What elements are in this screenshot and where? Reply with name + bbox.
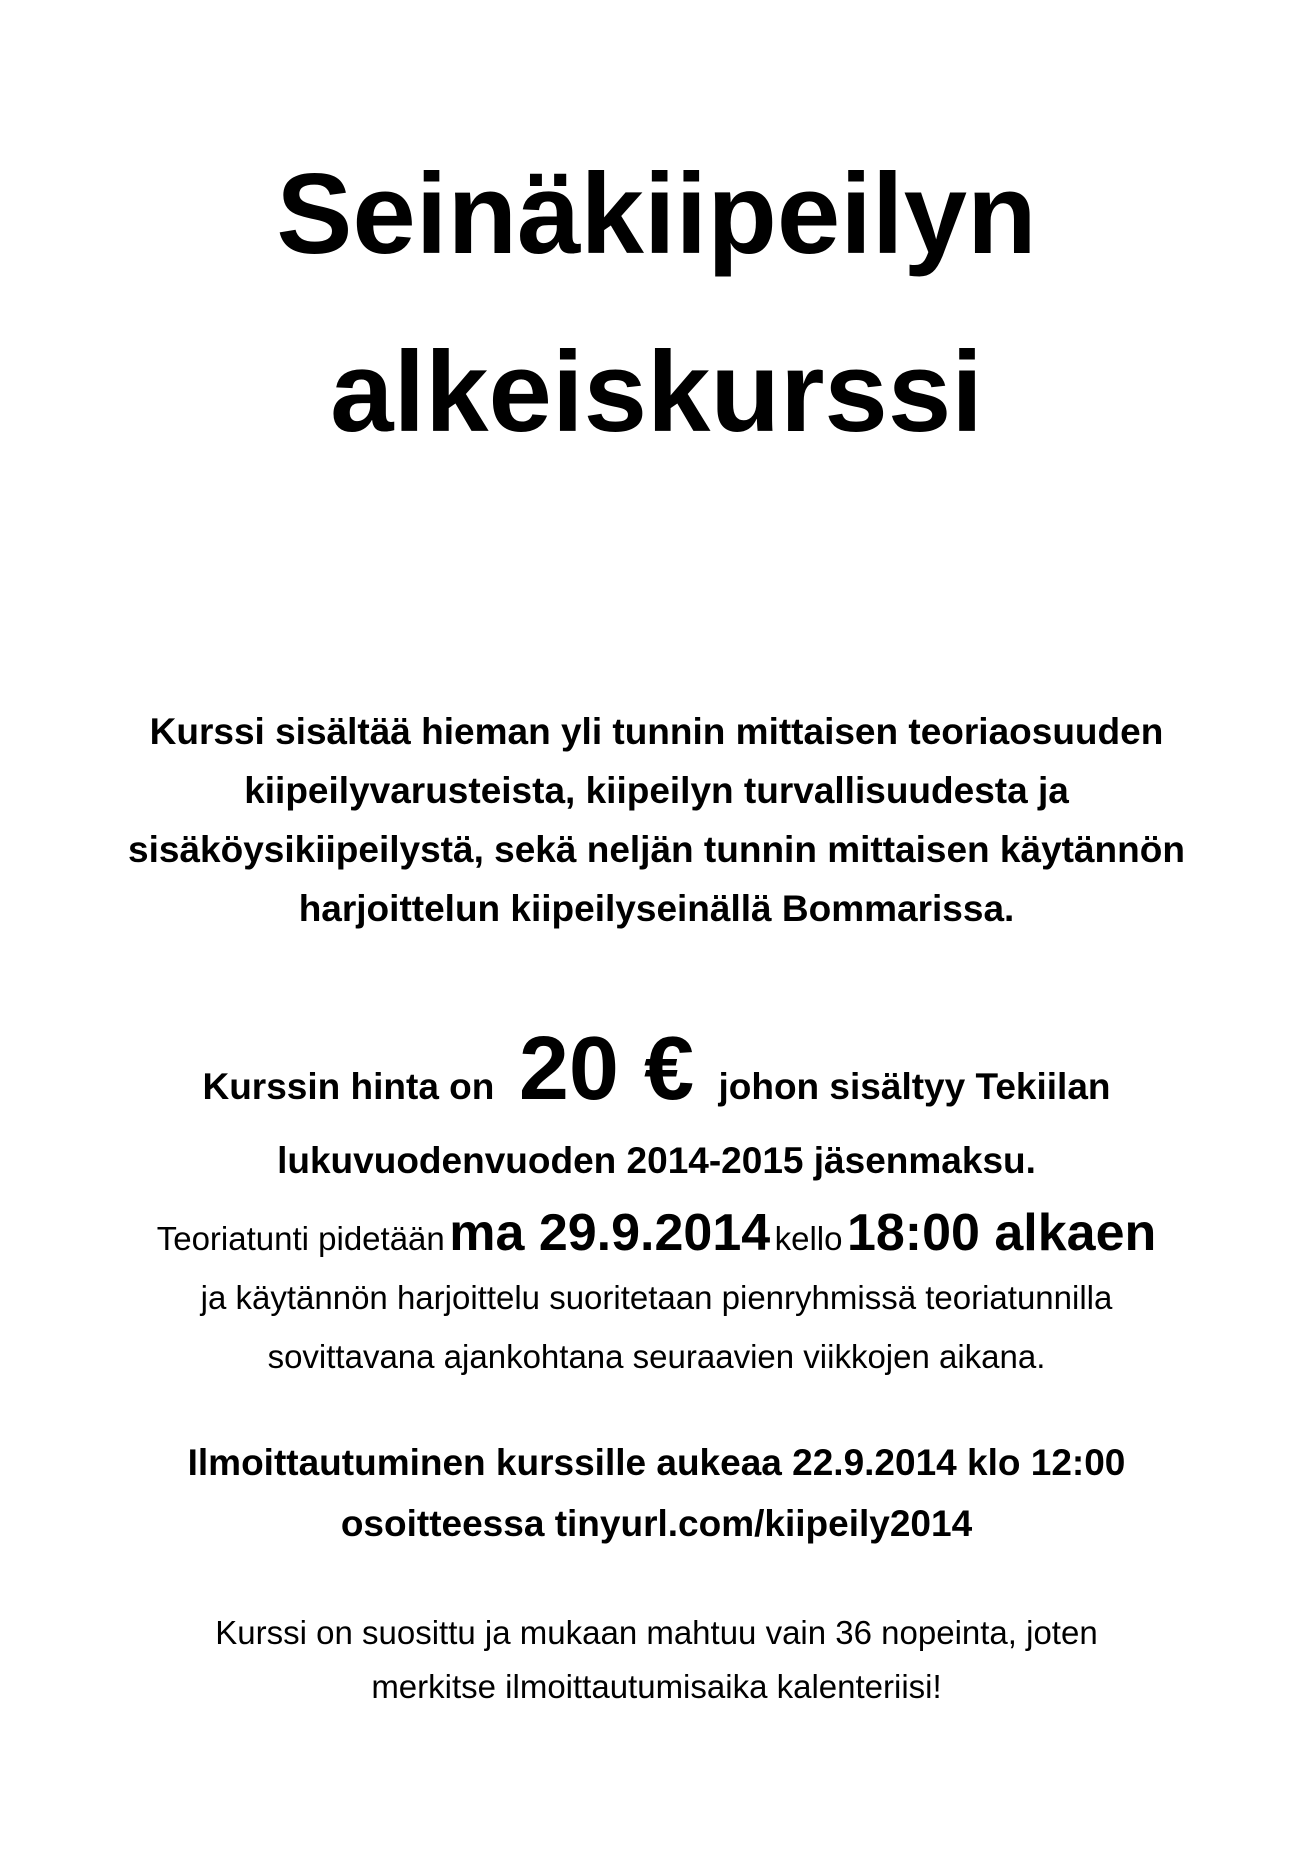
price-line: [0, 1018, 1313, 1118]
signup-url-line: osoitteessa tinyurl.com/kiipeily2014: [340, 1503, 973, 1544]
price-suffix: johon sisältyy Tekiilan: [718, 1066, 1111, 1107]
theory-middle: kello: [774, 1220, 843, 1257]
popular-line: merkitse ilmoittautumisaika kalenteriisi!: [371, 1668, 942, 1705]
intro-line: Kurssi sisältää hieman yli tunnin mittaisen teoriaosuuden: [149, 711, 1164, 752]
practice-line: sovittavana ajankohtana seuraavien viikkojen aikana.: [267, 1338, 1046, 1375]
practice-paragraph: [0, 1268, 1313, 1386]
popular-line: Kurssi on suosittu ja mukaan mahtuu vain 36 nopeinta, joten: [215, 1614, 1098, 1651]
popular-paragraph: [0, 1606, 1313, 1714]
title-line-1: Seinäkiipeilyn: [276, 151, 1037, 278]
theory-time: 18:00 alkaen: [846, 1204, 1157, 1262]
title-line-2: alkeiskurssi: [330, 329, 983, 456]
price-amount: 20 €: [518, 1019, 695, 1119]
signup-paragraph: [0, 1432, 1313, 1554]
membership-text: lukuvuodenvuoden 2014-2015 jäsenmaksu.: [277, 1140, 1036, 1181]
theory-line: [0, 1203, 1313, 1263]
intro-paragraph: [0, 702, 1313, 938]
price-prefix: Kurssin hinta on: [202, 1066, 495, 1107]
intro-line: sisäköysikiipeilystä, sekä neljän tunnin mittaisen käytännön: [128, 829, 1185, 870]
theory-date: ma 29.9.2014: [449, 1204, 771, 1262]
intro-line: kiipeilyvarusteista, kiipeilyn turvallisuudesta ja: [244, 770, 1069, 811]
membership-line: [0, 1136, 1313, 1186]
theory-prefix: Teoriatunti pidetään: [156, 1220, 445, 1257]
signup-line: Ilmoittautuminen kurssille aukeaa 22.9.2014 klo 12:00: [187, 1442, 1126, 1483]
intro-line: harjoittelun kiipeilyseinällä Bommarissa.: [298, 888, 1015, 929]
practice-line: ja käytännön harjoittelu suoritetaan pienryhmissä teoriatunnilla: [200, 1279, 1113, 1316]
